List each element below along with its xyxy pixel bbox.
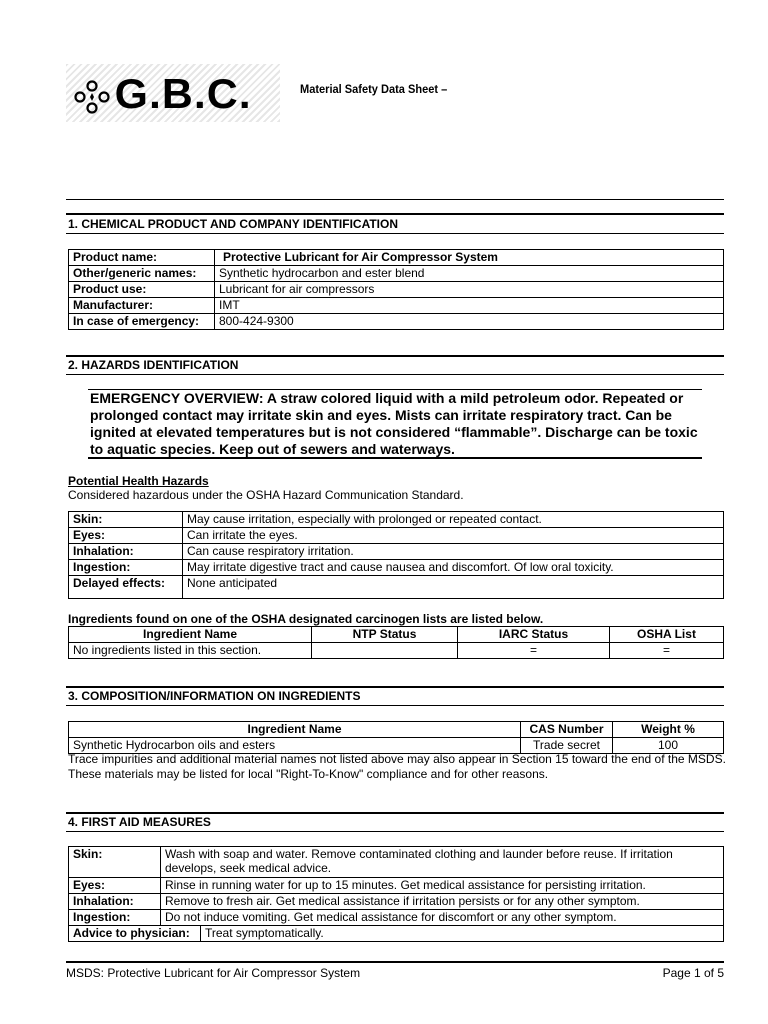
section-rule <box>66 355 724 357</box>
row-value: IMT <box>215 298 724 314</box>
row-value: Can cause respiratory irritation. <box>183 544 724 560</box>
row-value: Treat symptomatically. <box>201 926 724 942</box>
carcinogen-table <box>68 626 724 659</box>
row-value: May irritate digestive tract and cause nausea and discomfort. Of low oral toxicity. <box>183 560 724 576</box>
row-label: Other/generic names: <box>69 266 215 282</box>
section-rule <box>66 705 724 706</box>
section-2-title: 2. HAZARDS IDENTIFICATION <box>68 358 239 372</box>
section-rule <box>66 812 724 814</box>
table-cell <box>312 643 458 659</box>
table-row <box>69 576 724 599</box>
row-label: Inhalation: <box>69 894 161 910</box>
table-row <box>69 910 724 926</box>
section-rule <box>66 233 724 234</box>
row-value: Lubricant for air compressors <box>215 282 724 298</box>
row-label: Ingestion: <box>69 560 183 576</box>
table-row <box>69 512 724 528</box>
molecule-icon <box>72 76 114 116</box>
composition-note: Trace impurities and additional material names not listed above may also appear in Section 15 toward the end of the MSDS. These materials may be listed for local "Right-To-Know" compliance and for other reasons. <box>68 752 726 781</box>
carcinogen-heading: Ingredients found on one of the OSHA designated carcinogen lists are listed below. <box>68 612 544 626</box>
section-rule <box>66 686 724 688</box>
table-row <box>69 894 724 910</box>
health-hazards-intro: Considered hazardous under the OSHA Hazard Communication Standard. <box>68 488 464 502</box>
section-rule <box>66 213 724 215</box>
row-value: Protective Lubricant for Air Compressor System <box>215 250 724 266</box>
row-value: Can irritate the eyes. <box>183 528 724 544</box>
column-header: Ingredient Name <box>69 627 312 643</box>
row-label: Eyes: <box>69 878 161 894</box>
table-cell: Trade secret <box>521 738 613 754</box>
table-row <box>69 314 724 330</box>
row-label: Advice to physician: <box>69 926 201 942</box>
document-title: Material Safety Data Sheet – <box>300 82 448 96</box>
column-header: CAS Number <box>521 722 613 738</box>
section-rule <box>66 374 724 375</box>
section-1-title: 1. CHEMICAL PRODUCT AND COMPANY IDENTIFICATION <box>68 217 399 231</box>
footer-rule <box>66 961 724 963</box>
row-label: Manufacturer: <box>69 298 215 314</box>
row-label: Skin: <box>69 512 183 528</box>
health-hazards-table <box>68 511 724 599</box>
column-header: NTP Status <box>312 627 458 643</box>
product-identification-table <box>68 249 724 330</box>
table-row <box>69 298 724 314</box>
row-value: Synthetic hydrocarbon and ester blend <box>215 266 724 282</box>
footer-page-number: Page 1 of 5 <box>662 966 724 980</box>
table-row <box>69 878 724 894</box>
logo-text: G.B.C. <box>114 70 252 117</box>
column-header: Ingredient Name <box>69 722 521 738</box>
column-header: OSHA List <box>610 627 724 643</box>
table-row <box>69 926 724 942</box>
table-row <box>69 847 724 878</box>
row-value: Wash with soap and water. Remove contaminated clothing and launder before reuse. If irritation develops, seek medical advice. <box>161 847 724 878</box>
column-header: Weight % <box>613 722 724 738</box>
row-label: In case of emergency: <box>69 314 215 330</box>
row-value: Rinse in running water for up to 15 minutes. Get medical assistance for persisting irritation. <box>161 878 724 894</box>
health-hazards-heading: Potential Health Hazards <box>68 474 209 488</box>
row-value: Do not induce vomiting. Get medical assistance for discomfort or any other symptom. <box>161 910 724 926</box>
table-cell: 100 <box>613 738 724 754</box>
section-4-title: 4. FIRST AID MEASURES <box>68 815 211 829</box>
row-value: 800-424-9300 <box>215 314 724 330</box>
row-value: None anticipated <box>183 576 724 599</box>
table-row <box>69 528 724 544</box>
header-divider <box>66 199 724 200</box>
section-3-title: 3. COMPOSITION/INFORMATION ON INGREDIENTS <box>68 689 361 703</box>
section-rule <box>66 831 724 832</box>
table-row <box>69 266 724 282</box>
table-header-row <box>69 722 724 738</box>
row-value: Remove to fresh air. Get medical assistance if irritation persists or for any other symptom. <box>161 894 724 910</box>
row-label: Eyes: <box>69 528 183 544</box>
composition-table <box>68 721 724 754</box>
company-logo <box>66 64 280 122</box>
column-header: IARC Status <box>458 627 610 643</box>
table-row <box>69 560 724 576</box>
table-row <box>69 282 724 298</box>
row-label: Product name: <box>69 250 215 266</box>
row-label: Inhalation: <box>69 544 183 560</box>
row-value: May cause irritation, especially with prolonged or repeated contact. <box>183 512 724 528</box>
row-label: Skin: <box>69 847 161 878</box>
table-cell: = <box>610 643 724 659</box>
first-aid-table <box>68 846 724 942</box>
emergency-overview: EMERGENCY OVERVIEW: A straw colored liquid with a mild petroleum odor. Repeated or prolonged contact may irritate skin and eyes. Mists can irritate respiratory tract. Can be ignited at elevated temperatures but is not considered “flammable”. Discharge can be toxic to aquatic species. Keep out of sewers and waterways. <box>90 390 698 457</box>
row-label: Product use: <box>69 282 215 298</box>
row-label: Ingestion: <box>69 910 161 926</box>
table-cell: No ingredients listed in this section. <box>69 643 312 659</box>
table-cell: = <box>458 643 610 659</box>
table-row <box>69 250 724 266</box>
footer-document-name: MSDS: Protective Lubricant for Air Compressor System <box>66 966 361 980</box>
row-label: Delayed effects: <box>69 576 183 599</box>
table-header-row <box>69 627 724 643</box>
table-row <box>69 643 724 659</box>
overview-rule-bottom <box>88 457 702 459</box>
table-row <box>69 544 724 560</box>
table-cell: Synthetic Hydrocarbon oils and esters <box>69 738 521 754</box>
